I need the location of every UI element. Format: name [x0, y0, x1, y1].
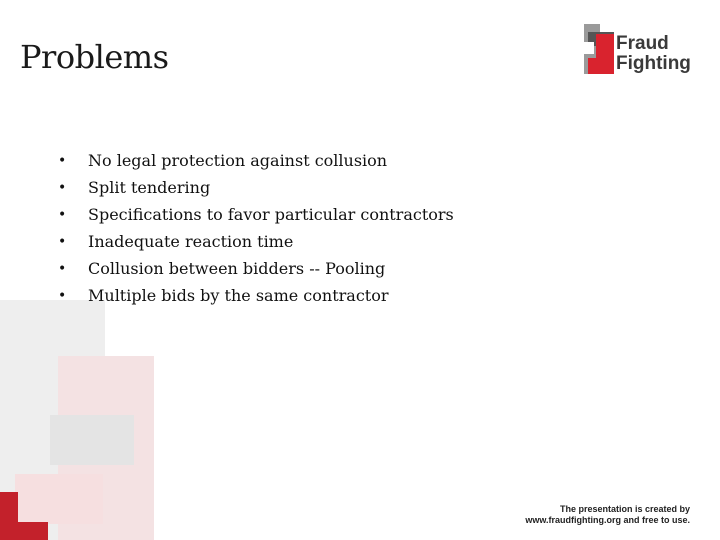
- bullet-dot: •: [58, 207, 67, 223]
- bullet-item: [58, 204, 454, 231]
- bullet-dot: •: [58, 288, 67, 304]
- logo-line-1: Fraud: [616, 33, 669, 54]
- bullet-item: [58, 231, 454, 258]
- decor-red-bar: [0, 522, 48, 540]
- bullet-text: Collusion between bidders -- Pooling: [88, 259, 386, 278]
- bullet-text: Inadequate reaction time: [88, 232, 294, 251]
- decor-light-gray-block: [50, 415, 134, 465]
- bullet-dot: •: [58, 153, 67, 169]
- bullet-item: [58, 258, 454, 285]
- logo-mark-icon: [584, 22, 618, 78]
- bullet-text: Split tendering: [88, 178, 211, 197]
- bullet-dot: •: [58, 180, 67, 196]
- footer-line-2: www.fraudfighting.org and free to use.: [525, 515, 690, 525]
- slide-title: Problems: [20, 38, 169, 76]
- bullet-text: Multiple bids by the same contractor: [88, 286, 389, 305]
- decor-light-pink-block: [15, 474, 103, 524]
- footer-line-1: The presentation is created by: [559, 504, 690, 514]
- logo-wordmark: [616, 34, 691, 74]
- bullet-dot: •: [58, 234, 67, 250]
- bullet-item: [58, 177, 454, 204]
- footer-credit: [525, 504, 690, 526]
- bullet-item: [58, 285, 454, 312]
- bullet-list: [58, 150, 454, 312]
- bullet-text: No legal protection against collusion: [88, 151, 388, 170]
- fraud-fighting-logo: [584, 22, 696, 78]
- bullet-item: [58, 150, 454, 177]
- bullet-text: Specifications to favor particular contractors: [88, 205, 454, 224]
- logo-line-2: Fighting: [616, 53, 691, 74]
- bullet-dot: •: [58, 261, 67, 277]
